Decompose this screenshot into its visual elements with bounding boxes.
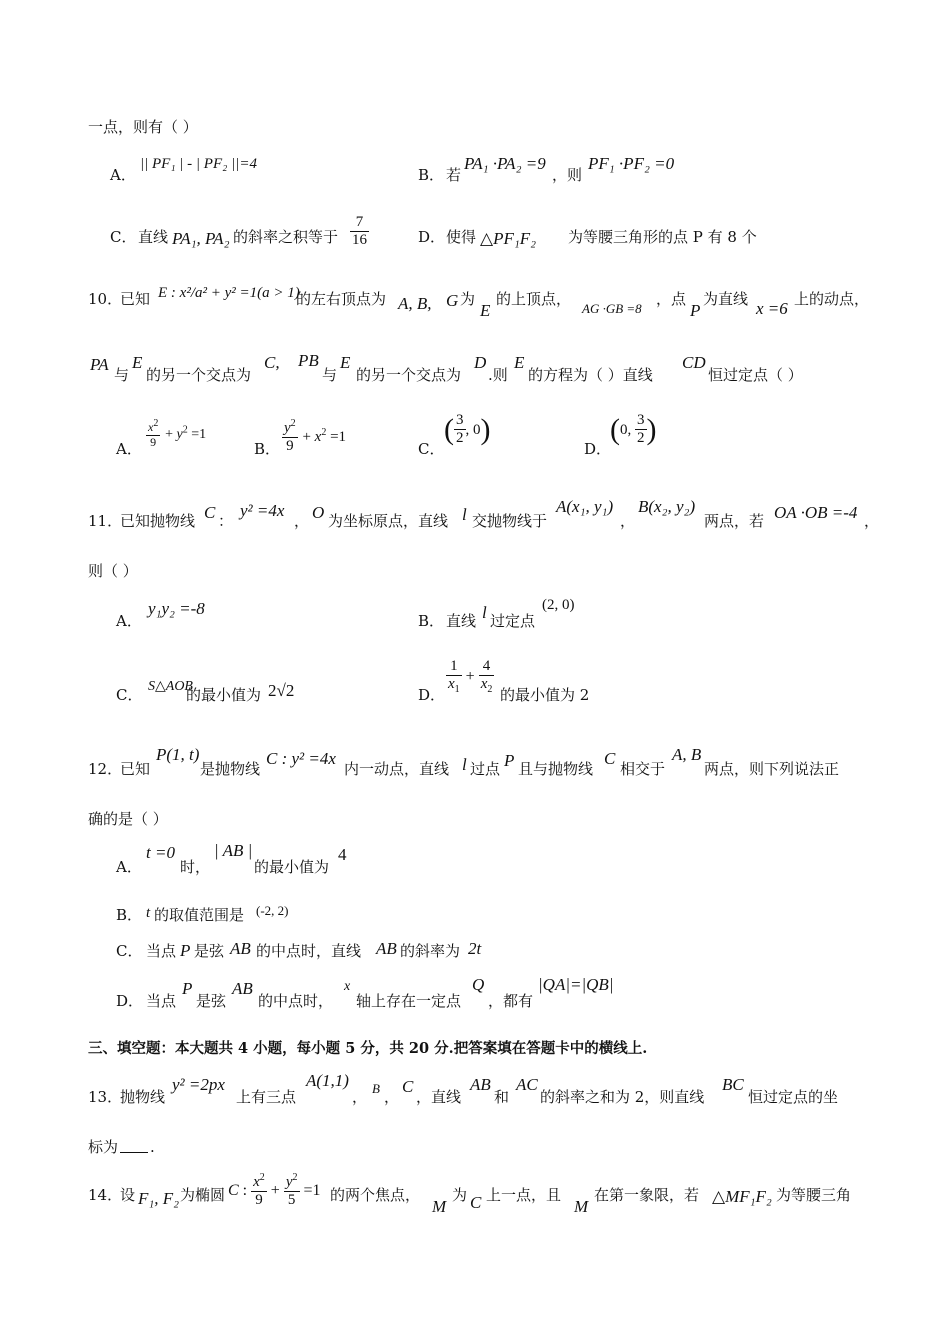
q9-option-a-text: || PF₁ | - | PF₂ ||=4: [140, 156, 257, 172]
q13-text-6: 和: [494, 1088, 510, 1106]
q10-line2-e3: E: [514, 353, 525, 372]
q12-text-3: 内一动点，直线: [344, 760, 450, 778]
q13-text-3: ，: [352, 1088, 368, 1106]
q12-text-5: 且与抛物线: [518, 760, 594, 778]
q11-text-4: 为坐标原点，直线: [328, 512, 449, 530]
q11-option-c-post: 的最小值为: [186, 686, 262, 704]
q13-text-5: ，直线: [416, 1088, 462, 1106]
q11-option-c-value: 2√2: [268, 681, 295, 700]
q12-option-d-ab: AB: [232, 979, 253, 998]
q9-option-b-mid: ，则: [552, 166, 583, 184]
q12-option-d-pre: 当点: [146, 992, 177, 1010]
q10-math-ab: A, B,: [398, 294, 432, 313]
q12-option-c-post: 的斜率为: [400, 942, 461, 960]
q10-line2-c: C,: [264, 353, 280, 372]
q12-option-d-p: P: [182, 979, 193, 998]
q10-line2-text-6: 的方程为（ ）直线: [528, 366, 653, 384]
q10-line2-text-4: 的另一个交点为: [356, 366, 462, 384]
q11-text-6: ，: [620, 512, 636, 530]
q9-option-d-post: 为等腰三角形的点 P 有 8 个: [568, 228, 757, 246]
q13-math-c: C: [402, 1077, 414, 1096]
q10-text-6: 为直线: [703, 290, 749, 308]
q10-option-c-expr: ( $\frac{3}{2}$ , 0): [444, 412, 491, 447]
q10-option-d-expr: (0, $\frac{3}{2}$ ): [610, 412, 657, 447]
q10-text-2: 的左右顶点为: [296, 290, 387, 308]
q10-text-3: 为: [460, 290, 476, 308]
q13-math-ac: AC: [516, 1075, 538, 1094]
q11-math-l: l: [462, 505, 467, 524]
q12-math-c: C : y² =4x: [266, 749, 336, 768]
q14-text-2: 为椭圆: [180, 1186, 226, 1204]
q12-option-b-post: 的取值范围是: [154, 906, 245, 924]
q12-text-8: 确的是（ ）: [88, 810, 168, 828]
q13-number: 13．: [88, 1088, 123, 1106]
q9-option-b-math2: PF₁ ·PF₂ =0: [588, 154, 675, 173]
q11-text-9: 则（ ）: [88, 562, 138, 580]
q11-math-b: B(x₂, y₂): [638, 497, 696, 516]
q12-option-c-ab: AB: [230, 939, 251, 958]
q12-text-2: 是抛物线: [200, 760, 261, 778]
q13-text-4: ，: [384, 1088, 400, 1106]
q13-math-ab: AB: [470, 1075, 491, 1094]
q12-option-a-value: 4: [338, 845, 347, 864]
q10-option-b-expr: $\frac{y^2}{9}$ + $x^2 =1$: [284, 418, 347, 455]
q11-option-b-post: 过定点: [490, 612, 536, 630]
q12-math-ab: A, B: [672, 745, 702, 764]
q10-line2-e1: E: [132, 353, 143, 372]
q13-answer-blank[interactable]: [120, 1140, 148, 1156]
q13-math-eq: y² =2px: [172, 1075, 225, 1094]
q9-option-b-label: B．: [418, 166, 445, 184]
q12-option-c-value: 2t: [468, 939, 482, 958]
q11-text-5: 交抛物线于: [472, 512, 548, 530]
q10-line2-pb: PB: [298, 351, 319, 370]
q12-text-7: 两点，则下列说法正: [704, 760, 840, 778]
q12-math-p2: P: [504, 751, 515, 770]
q12-option-a-t: t =0: [146, 843, 175, 862]
q13-text-7: 的斜率之和为 2，则直线: [540, 1088, 705, 1106]
q12-option-d-mid3: 轴上存在一定点: [356, 992, 462, 1010]
q13-text-2: 上有三点: [236, 1088, 297, 1106]
q12-option-d-label: D．: [116, 992, 144, 1010]
q10-line2-text-1: 与: [114, 366, 130, 384]
q12-option-c-label: C．: [116, 942, 143, 960]
q10-line2-text-7: 恒过定点（ ）: [708, 366, 803, 384]
q11-option-b-point: (2, 0): [542, 597, 575, 613]
q10-line2-d: D: [474, 353, 487, 372]
q9-option-d-pre: 使得: [446, 228, 477, 246]
q10-text-1: 已知: [120, 290, 151, 308]
q14-number: 14．: [88, 1186, 123, 1204]
q10-number: 10．: [88, 290, 123, 308]
q14-math-tri: △MF₁F₂: [712, 1187, 772, 1206]
q11-option-b-pre: 直线: [446, 612, 477, 630]
q12-number: 12．: [88, 760, 123, 778]
q9-option-c-post: 的斜率之积等于: [233, 228, 339, 246]
q14-text-1: 设: [120, 1186, 136, 1204]
q14-math-m: M: [432, 1197, 447, 1216]
q11-math-c: C: [204, 503, 216, 522]
q12-option-c-ab2: AB: [376, 939, 397, 958]
q11-math-o: O: [312, 503, 325, 522]
q10-equation: E : x²/a² + y² =1(a > 1): [158, 285, 300, 301]
q9-option-c-fraction: [350, 214, 369, 250]
q9-option-c-pre: 直线: [138, 228, 169, 246]
q11-text-2: ：: [218, 512, 234, 530]
q9-option-b-pre: 若: [446, 166, 462, 184]
q10-math-p: P: [690, 301, 701, 320]
q13-text-1: 抛物线: [120, 1088, 166, 1106]
q10-option-a-label: A．: [116, 440, 142, 458]
q10-math-ag-gb: AG ·GB =8: [582, 301, 642, 316]
q12-text-4: 过点: [470, 760, 501, 778]
q9-option-b-math1: PA₁ ·PA₂ =9: [464, 154, 546, 173]
q9-stem-tail: 一点，则有（ ）: [88, 118, 198, 136]
q12-option-c-mid1: 是弦: [194, 942, 225, 960]
q11-option-c-s: S△AOB: [148, 679, 193, 694]
q12-option-d-x: x: [344, 979, 351, 994]
q13-text-10: .: [150, 1138, 155, 1156]
q12-text-6: 相交于: [620, 760, 666, 778]
q13-math-b: B: [372, 1081, 380, 1096]
q12-math-p: P(1, t): [156, 745, 200, 764]
q12-option-a-post: 的最小值为: [254, 858, 330, 876]
q11-option-d-expr: $\frac{1}{x_1}$ + $\frac{4}{x_2}$: [448, 658, 493, 696]
section3-heading: 三、填空题：本大题共 4 小题，每小题 5 分，共 20 分.把答案填在答题卡中的横线上.: [88, 1040, 648, 1057]
q13-math-a: A(1,1): [306, 1071, 349, 1090]
q11-text-1: 已知抛物线: [120, 512, 196, 530]
q14-text-5: 上一点，且: [486, 1186, 562, 1204]
q10-line2-e2: E: [340, 353, 351, 372]
q12-math-l: l: [462, 755, 467, 774]
q12-option-d-mid2: 的中点时，: [258, 992, 334, 1010]
q12-option-a-ab: | AB |: [214, 841, 253, 860]
q11-option-b-l: l: [482, 603, 487, 622]
q12-option-a-mid: 时，: [180, 858, 211, 876]
q10-line2-text-3: 与: [322, 366, 338, 384]
q14-math-m2: M: [574, 1197, 589, 1216]
q11-option-d-post: 的最小值为 2: [500, 686, 590, 704]
q12-option-a-label: A．: [116, 858, 142, 876]
q10-line2-cd: CD: [682, 353, 706, 372]
q11-option-a-text: y₁y₂ =-8: [148, 599, 205, 618]
q9-c-numerator: 7: [350, 214, 369, 232]
q13-text-8: 恒过定点的坐: [748, 1088, 839, 1106]
q9-c-denominator: 16: [352, 232, 367, 249]
q10-math-e: E: [480, 301, 491, 320]
q12-text-1: 已知: [120, 760, 151, 778]
q14-text-6: 在第一象限，若: [594, 1186, 700, 1204]
q11-text-3: ，: [294, 512, 310, 530]
q12-option-b-t: t: [146, 905, 151, 921]
q14-text-7: 为等腰三角: [776, 1186, 852, 1204]
q11-math-a: A(x₁, y₁): [556, 497, 614, 516]
q12-option-b-label: B．: [116, 906, 143, 924]
q11-math-dot: OA ·OB =-4: [774, 503, 858, 522]
q10-option-b-label: B．: [254, 440, 281, 458]
q10-math-x6: x =6: [756, 299, 788, 318]
q12-option-d-mid4: ，都有: [488, 992, 534, 1010]
q11-option-c-label: C．: [116, 686, 143, 704]
q10-line2-text-2: 的另一个交点为: [146, 366, 252, 384]
q12-option-c-p: P: [180, 941, 191, 960]
q11-number: 11．: [88, 512, 123, 530]
q9-option-d-label: D．: [418, 228, 446, 246]
q12-option-c-pre: 当点: [146, 942, 177, 960]
q10-text-4: 的上顶点，: [496, 290, 572, 308]
q10-option-a-expr: $\frac{x^2}{9}$ + $y^2 =1$: [148, 418, 207, 449]
q12-option-c-mid2: 的中点时，直线: [256, 942, 362, 960]
q12-option-d-mid1: 是弦: [196, 992, 227, 1010]
q14-text-4: 为: [452, 1186, 468, 1204]
q11-text-7: 两点，若: [704, 512, 765, 530]
q12-math-c2: C: [604, 749, 616, 768]
q14-ellipse-expr: C : $\frac{x^2}{9}$ + $\frac{y^2}{5}$ =1: [228, 1172, 321, 1209]
q10-math-g: G: [446, 291, 459, 310]
q10-option-c-label: C．: [418, 440, 445, 458]
q11-text-8: ，: [864, 512, 880, 530]
q10-text-7: 上的动点，: [794, 290, 870, 308]
q14-math-c2: C: [470, 1193, 482, 1212]
q13-text-9: 标为: [88, 1138, 119, 1156]
q12-option-d-q: Q: [472, 975, 485, 994]
q11-math-eq: y² =4x: [240, 501, 285, 520]
q10-option-d-label: D．: [584, 440, 612, 458]
q14-math-f: F₁, F₂: [138, 1189, 180, 1208]
q10-line2-pa: PA: [90, 355, 109, 374]
q14-text-3: 的两个焦点，: [330, 1186, 421, 1204]
q10-line2-text-5: .则: [488, 366, 508, 384]
q12-option-b-value: (-2, 2): [256, 903, 289, 918]
q9-option-c-math: PA₁, PA₂: [172, 229, 230, 248]
q11-option-b-label: B．: [418, 612, 445, 630]
q12-option-d-value: |QA|=|QB|: [538, 975, 614, 994]
q9-option-a-label: A．: [110, 166, 136, 184]
q13-math-bc: BC: [722, 1075, 744, 1094]
q10-text-5: ，点: [656, 290, 687, 308]
q9-option-d-math: △PF₁F₂: [480, 229, 537, 248]
q11-option-d-label: D．: [418, 686, 446, 704]
q9-option-c-label: C．: [110, 228, 137, 246]
q11-option-a-label: A．: [116, 612, 142, 630]
